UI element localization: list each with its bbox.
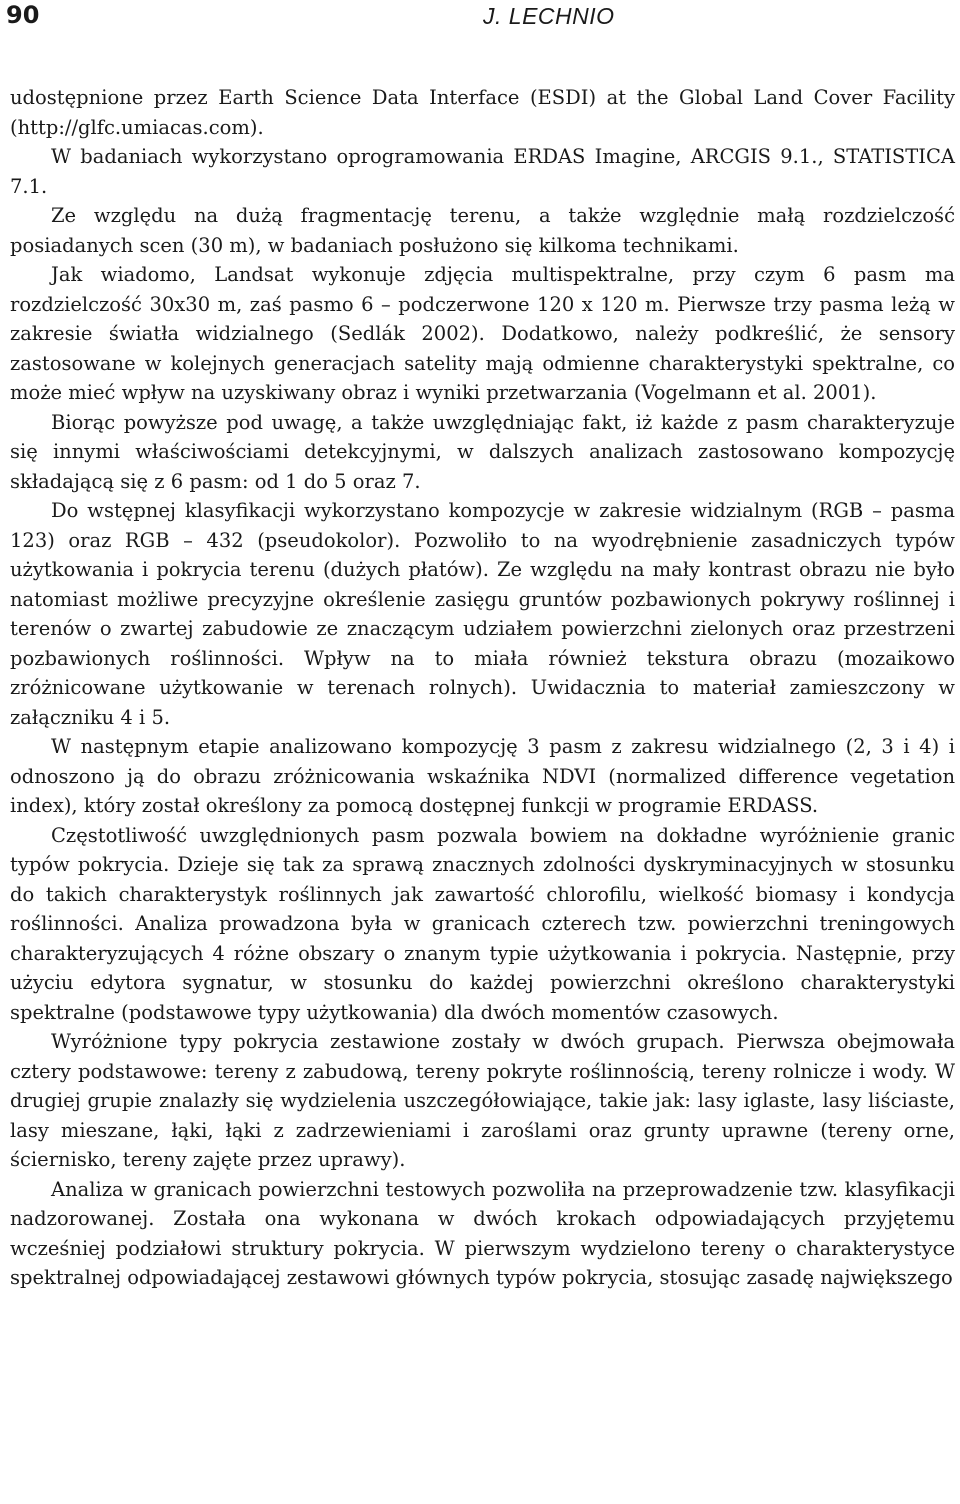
- paragraph-landsat-bands: Jak wiadomo, Landsat wykonuje zdjęcia multispektralne, przy czym 6 pasm ma rozdzielczość 30x30 m, zaś pasmo 6 – podczerwone 120 x 120 m. Pierwsze trzy pasma leżą w zakresie światła widzialnego (Sedlák 2002). Dodatkowo, należy podkreślić, że sensory zastosowane w kolejnych generacjach satelity mają odmienne charakterystyki spektralne, co może mieć wpływ na uzyskiwany obraz i wyniki przetwarzania (Vogelmann et al. 2001).: [10, 263, 955, 404]
- paragraph-cover-types: Wyróżnione typy pokrycia zestawione zostały w dwóch grupach. Pierwsza obejmowała cztery podstawowe: tereny z zabudową, tereny pokryte roślinnością, tereny rolnicze i wody. W drugiej grupie znalazły się wydzielenia uszczegółowiające, takie jak: lasy iglaste, lasy liściaste, lasy mieszane, łąki, łąki z zadrzewieniami i zaroślami oraz grunty uprawne (tereny orne, ściernisko, tereny zajęte przez uprawy).: [10, 1030, 955, 1171]
- paragraph-software: W badaniach wykorzystano oprogramowania ERDAS Imagine, ARCGIS 9.1., STATISTICA 7.1.: [10, 145, 955, 198]
- body-text: [10, 83, 955, 1293]
- paragraph-preliminary-classification: Do wstępnej klasyfikacji wykorzystano kompozycje w zakresie widzialnym (RGB – pasma 123) oraz RGB – 432 (pseudokolor). Pozwoliło to na wyodrębnienie zasadniczych typów użytkowania i pokrycia terenu (dużych płatów). Ze względu na mały kontrast obrazu nie było natomiast możliwe precyzyjne określenie zasięgu gruntów pozbawionych pokrywy roślinnej i terenów o zwartej zabudowie ze znaczącym udziałem powierzchni zielonych oraz przestrzeni pozbawionych roślinności. Wpływ na to miała również tekstura obrazu (mozaikowo zróżnicowane użytkowanie w terenach rolnych). Uwidacznia to materiał zamieszczony w załączniku 4 i 5.: [10, 499, 955, 729]
- paragraph-composition: Biorąc powyższe pod uwagę, a także uwzględniając fakt, iż każde z pasm charakteryzuje się innymi właściwościami detekcyjnymi, w dalszych analizach zastosowano kompozycję składającą się z 6 pasm: od 1 do 5 oraz 7.: [10, 410, 955, 493]
- paragraph-supervised-classification: Analiza w granicach powierzchni testowych pozwoliła na przeprowadzenie tzw. klasyfikacji nadzorowanej. Została ona wykonana w dwóch krokach odpowiadających przyjętemu wcześniej podziałowi struktury pokrycia. W pierwszym wydzielono tereny o charakterystyce spektralnej odpowiadającej zestawowi głównych typów pokrycia, stosując zasadę największego: [10, 1177, 955, 1289]
- running-header-author: J. LECHNIO: [483, 3, 615, 29]
- paragraph-techniques: Ze względu na dużą fragmentację terenu, a także względnie małą rozdzielczość posiadanych scen (30 m), w badaniach posłużono się kilkoma technikami.: [10, 204, 955, 257]
- running-header: [0, 0, 960, 36]
- paragraph-ndvi: W następnym etapie analizowano kompozycję 3 pasm z zakresu widzialnego (2, 3 i 4) i odnoszono ją do obrazu zróżnicowania wskaźnika NDVI (normalized difference vegetation index), który został określony za pomocą dostępnej funkcji w programie ERDASS.: [10, 735, 955, 817]
- paragraph-continuation: udostępnione przez Earth Science Data Interface (ESDI) at the Global Land Cover Facility (http://glfc.umiacas.com).: [10, 86, 955, 139]
- paragraph-band-frequency: Częstotliwość uwzględnionych pasm pozwala bowiem na dokładne wyróżnienie granic typów pokrycia. Dzieje się tak za sprawą znacznych zdolności dyskryminacyjnych w stosunku do takich charakterystyk roślinnych jak zawartość chlorofilu, wielkość biomasy i kondycja roślinności. Analiza prowadzona była w granicach czterech tzw. powierzchni treningowych charakteryzujących 4 różne obszary o znanym typie użytkowania i pokrycia. Następnie, przy użyciu edytora sygnatur, w stosunku do każdej powierzchni określono charakterystyki spektralne (podstawowe typy użytkowania) dla dwóch momentów czasowych.: [10, 823, 955, 1024]
- page-number: 90: [6, 1, 40, 29]
